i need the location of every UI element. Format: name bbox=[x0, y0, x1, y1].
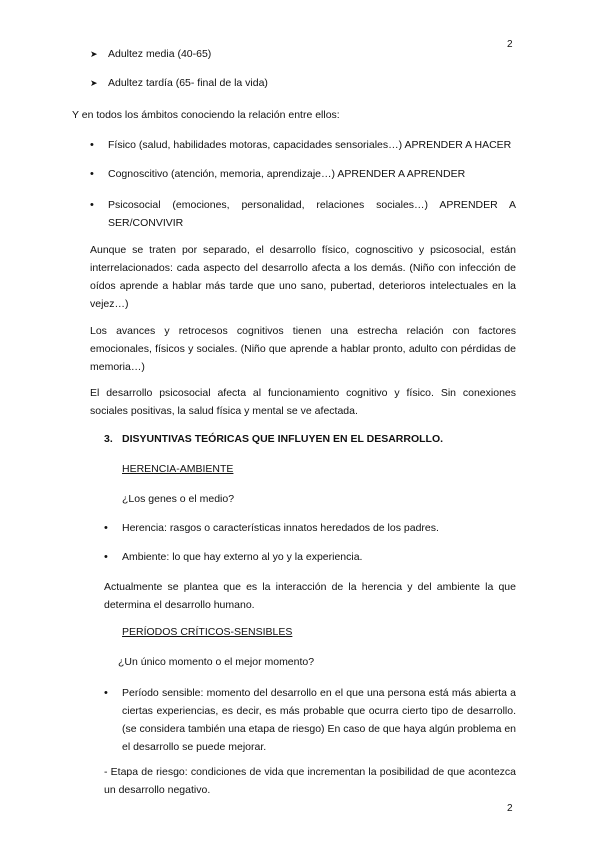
paragraph-interrelation: Aunque se traten por separado, el desarrollo físico, cognoscitivo y psicosocial, están interrelacionados: cada aspecto del desarrollo afecta a los demás. (Niño con infección de oídos aprende a hablar más tarde que uno sano, pubertad, deterioros intelectuales en la vejez…) bbox=[90, 244, 516, 310]
bullet-icon: • bbox=[104, 687, 108, 699]
sensitive-period-bullet: Período sensible: momento del desarrollo en el que una persona está más abierta a ciertas experiencias, es decir, es más probable que ocurra cierto tipo de desarrollo. (se considera también una etapa de riesgo) En caso de que haya algún problema en el desarrollo se puede mejorar. bbox=[122, 687, 517, 753]
heredity-heading: HERENCIA-AMBIENTE bbox=[122, 463, 234, 475]
arrow-bullet-icon: ➤ bbox=[90, 78, 98, 88]
paragraph-psychosocial: El desarrollo psicosocial afecta al funcionamiento cognitivo y físico. Sin conexiones sociales positivas, la salud física y mental se ve afectada. bbox=[90, 387, 516, 417]
heredity-conclusion: Actualmente se plantea que es la interacción de la herencia y del ambiente la que determina el desarrollo humano. bbox=[104, 581, 516, 611]
periods-question: ¿Un único momento o el mejor momento? bbox=[118, 656, 315, 668]
stage-item: Adultez tardía (65- final de la vida) bbox=[108, 77, 268, 89]
domain-psicosocial: Psicosocial (emociones, personalidad, relaciones sociales…) APRENDER A SER/CONVIVIR bbox=[108, 199, 516, 229]
domain-cognoscitivo: Cognoscitivo (atención, memoria, aprendizaje…) APRENDER A APRENDER bbox=[108, 168, 466, 180]
section-number: 3. bbox=[104, 433, 113, 445]
bullet-icon: • bbox=[90, 168, 94, 180]
bullet-icon: • bbox=[90, 139, 94, 151]
bullet-icon: • bbox=[90, 199, 94, 211]
domain-fisico: Físico (salud, habilidades motoras, capacidades sensoriales…) APRENDER A HACER bbox=[108, 139, 512, 151]
bullet-icon: • bbox=[104, 522, 108, 534]
paragraph-cognitive: Los avances y retrocesos cognitivos tienen una estrecha relación con factores emocionales, físicos y sociales. (Niño que aprende a hablar pronto, adulto con pérdidas de memoria…) bbox=[90, 325, 516, 373]
risk-stage-note: - Etapa de riesgo: condiciones de vida que incrementan la posibilidad de que acontezca un desarrollo negativo. bbox=[104, 766, 516, 796]
environment-bullet: Ambiente: lo que hay externo al yo y la experiencia. bbox=[122, 551, 363, 563]
page-number-top: 2 bbox=[507, 39, 513, 50]
intro-line: Y en todos los ámbitos conociendo la relación entre ellos: bbox=[72, 109, 340, 121]
heredity-question: ¿Los genes o el medio? bbox=[122, 493, 235, 505]
page-number-bottom: 2 bbox=[507, 803, 513, 814]
section-title: DISYUNTIVAS TEÓRICAS QUE INFLUYEN EN EL DESARROLLO. bbox=[122, 433, 444, 445]
arrow-bullet-icon: ➤ bbox=[90, 49, 98, 59]
periods-heading: PERÍODOS CRÍTICOS-SENSIBLES bbox=[122, 626, 293, 638]
heredity-bullet: Herencia: rasgos o características innatos heredados de los padres. bbox=[122, 522, 439, 534]
stage-item: Adultez media (40-65) bbox=[108, 48, 212, 60]
bullet-icon: • bbox=[104, 551, 108, 563]
